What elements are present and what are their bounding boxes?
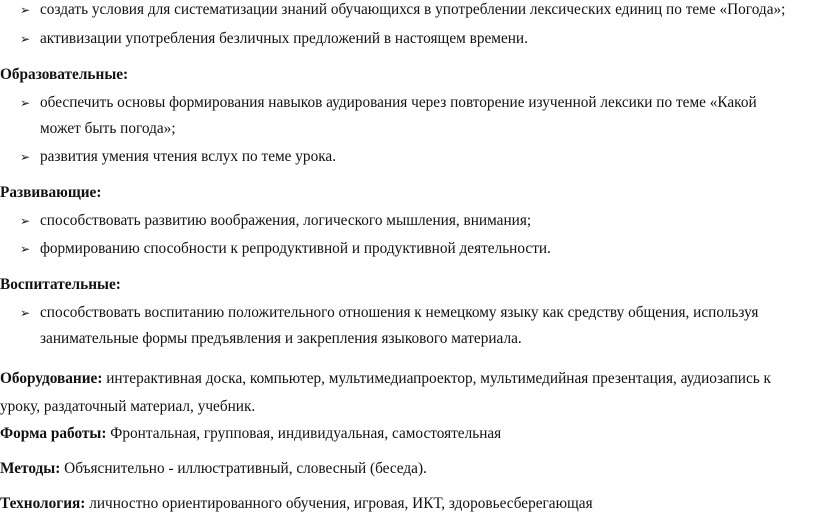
methods-label: Методы: xyxy=(0,460,61,477)
educational-item: развития умения чтения вслух по теме урока. xyxy=(40,148,337,165)
technology-value: личностно ориентированного обучения, игровая, ИКТ, здоровьесберегающая xyxy=(85,495,593,512)
developing-heading: Развивающие: xyxy=(0,184,102,201)
methods-line xyxy=(0,459,427,479)
goal-item: активизации употребления безличных предложений в настоящем времени. xyxy=(40,30,528,47)
arrow-bullet-icon: ➢ xyxy=(20,3,31,17)
methods-value: Объяснительно - иллюстративный, словесный (беседа). xyxy=(60,460,427,477)
developing-item: формированию способности к репродуктивной и продуктивной деятельности. xyxy=(40,240,551,257)
equipment-line xyxy=(0,369,771,389)
technology-label: Технология: xyxy=(0,495,86,512)
educational-item-continuation: может быть погода»; xyxy=(40,120,176,137)
arrow-bullet-icon: ➢ xyxy=(20,242,31,256)
upbringing-item: способствовать воспитанию положительного отношения к немецкому языку как средству общения, используя xyxy=(40,304,759,321)
arrow-bullet-icon: ➢ xyxy=(20,32,31,46)
equipment-label: Оборудование: xyxy=(0,370,103,387)
educational-item: обеспечить основы формирования навыков аудирования через повторение изученной лексики по теме «Какой xyxy=(40,94,757,111)
technology-line xyxy=(0,494,593,514)
arrow-bullet-icon: ➢ xyxy=(20,214,31,228)
arrow-bullet-icon: ➢ xyxy=(20,306,31,320)
goal-item: создать условия для систематизации знаний обучающихся в употреблении лексических единиц по теме «Погода»; xyxy=(40,1,786,18)
developing-item: способствовать развитию воображения, логического мышления, внимания; xyxy=(40,212,532,229)
upbringing-heading: Воспитательные: xyxy=(0,276,121,293)
work-form-label: Форма работы: xyxy=(0,425,107,442)
work-form-line xyxy=(0,424,501,444)
equipment-value: интерактивная доска, компьютер, мультимедиапроектор, мультимедийная презентация, аудиозапись к xyxy=(102,370,771,387)
arrow-bullet-icon: ➢ xyxy=(20,150,31,164)
educational-heading: Образовательные: xyxy=(0,66,129,83)
work-form-value: Фронтальная, групповая, индивидуальная, самостоятельная xyxy=(106,425,502,442)
upbringing-item-continuation: занимательные формы предъявления и закрепления языкового материала. xyxy=(40,330,522,347)
equipment-line-continuation: уроку, раздаточный материал, учебник. xyxy=(0,398,256,415)
arrow-bullet-icon: ➢ xyxy=(20,96,31,110)
